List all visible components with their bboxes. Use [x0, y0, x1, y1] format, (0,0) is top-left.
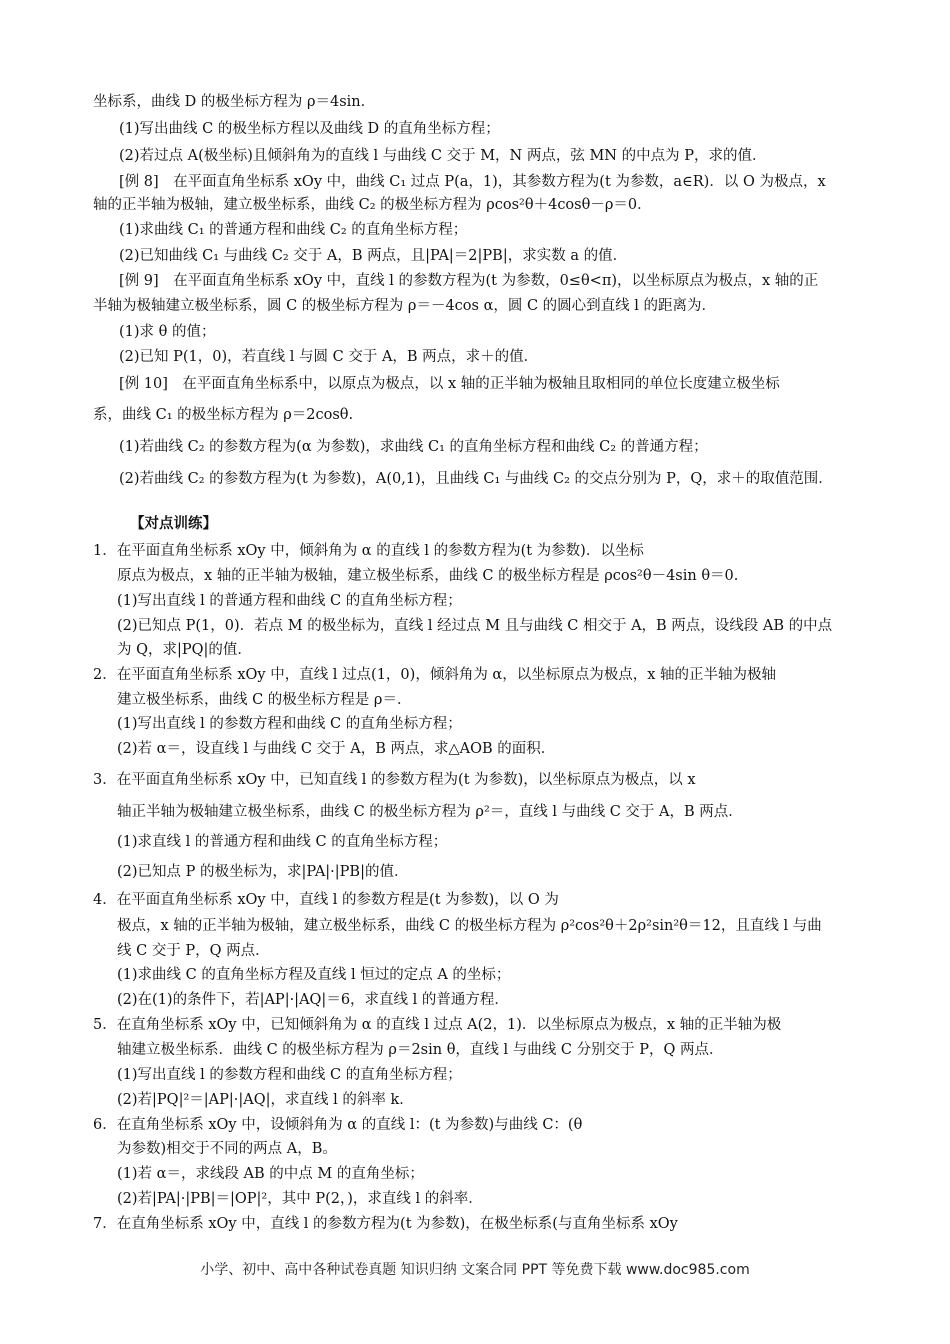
text-line: 轴正半轴为极轴建立极坐标系，曲线 C 的极坐标方程为 ρ²＝，直线 l 与曲线 C 交于 A，B 两点． [117, 804, 743, 820]
text-line: (2)已知 P(1，0)，若直线 l 与圆 C 交于 A，B 两点，求＋的值． [119, 349, 539, 365]
text-line: (1)写出直线 l 的参数方程和曲线 C 的直角坐标方程； [117, 716, 462, 732]
text-line: (2)若 α＝，设直线 l 与曲线 C 交于 A，B 两点，求△AOB 的面积． [117, 741, 556, 757]
exercise-4-line: 4．在平面直角坐标系 xOy 中，直线 l 的参数方程是(t 为参数)，以 O 为 [93, 892, 559, 908]
exercise-5-line: 5．在直角坐标系 xOy 中，已知倾斜角为 α 的直线 l 过点 A(2，1)．以坐标原点为极点，x 轴的正半轴为极 [93, 1017, 782, 1033]
text-line: (2)若曲线 C₂ 的参数方程为(t 为参数)，A(0,1)，且曲线 C₁ 与曲线 C₂ 的交点分别为 P，Q，求＋的取值范围． [119, 471, 833, 487]
exercise-7-line: 7．在直角坐标系 xOy 中，直线 l 的参数方程为(t 为参数)，在极坐标系(与直角坐标系 xOy [93, 1216, 678, 1232]
exercise-2-line: 2．在平面直角坐标系 xOy 中，直线 l 过点(1，0)，倾斜角为 α，以坐标原点为极点，x 轴的正半轴为极轴 [93, 667, 777, 683]
text-line: (1)若 α＝，求线段 AB 的中点 M 的直角坐标； [117, 1166, 424, 1182]
exercise-3-line: 3．在平面直角坐标系 xOy 中，已知直线 l 的参数方程为(t 为参数)，以坐标原点为极点，以 x [93, 772, 696, 788]
text-line: (1)求直线 l 的普通方程和曲线 C 的直角坐标方程； [117, 834, 448, 850]
text-line: (1)若曲线 C₂ 的参数方程为(α 为参数)，求曲线 C₁ 的直角坐标方程和曲线 C₂ 的普通方程； [119, 439, 708, 455]
text-line: (1)写出直线 l 的普通方程和曲线 C 的直角坐标方程； [117, 593, 462, 609]
text-line: 半轴为极轴建立极坐标系，圆 C 的极坐标方程为 ρ＝－4cos α，圆 C 的圆心到直线 l 的距离为． [93, 298, 717, 314]
exercise-6-line: 6．在直角坐标系 xOy 中，设倾斜角为 α 的直线 l：(t 为参数)与曲线 C：(θ [93, 1117, 583, 1133]
text-line: 系，曲线 C₁ 的极坐标方程为 ρ＝2cosθ. [93, 407, 354, 423]
text-line: 极点，x 轴的正半轴为极轴，建立极坐标系，曲线 C 的极坐标方程为 ρ²cos²θ＋2ρ²sin²θ＝12，且直线 l 与曲 [117, 918, 822, 934]
text-line: 轴的正半轴为极轴，建立极坐标系，曲线 C₂ 的极坐标方程为 ρcos²θ＋4cosθ－ρ＝0． [93, 197, 652, 213]
text-line: (1)写出直线 l 的参数方程和曲线 C 的直角坐标方程； [117, 1067, 462, 1083]
text-line: 轴建立极坐标系．曲线 C 的极坐标方程为 ρ＝2sin θ，直线 l 与曲线 C 分别交于 P，Q 两点． [117, 1042, 724, 1058]
text-line: (2)已知点 P(1，0)．若点 M 的极坐标为，直线 l 经过点 M 且与曲线 C 相交于 A，B 两点，设线段 AB 的中点 [117, 618, 833, 634]
example-8-line: [例 8] 在平面直角坐标系 xOy 中，曲线 C₁ 过点 P(a，1)，其参数方程为(t 为参数，a∈R)．以 O 为极点，x [119, 174, 826, 190]
text-line: (1)求 θ 的值； [119, 324, 216, 340]
text-line: (2)在(1)的条件下，若|AP|·|AQ|＝6，求直线 l 的普通方程． [117, 992, 509, 1008]
text-line: (2)若过点 A(极坐标)且倾斜角为的直线 l 与曲线 C 交于 M，N 两点，弦 MN 的中点为 P，求的值． [119, 148, 767, 164]
text-line: 为参数)相交于不同的两点 A，B。 [117, 1141, 337, 1157]
text-line: (1)求曲线 C₁ 的普通方程和曲线 C₂ 的直角坐标方程； [119, 222, 468, 238]
text-line: 建立极坐标系，曲线 C 的极坐标方程是 ρ＝． [117, 692, 412, 708]
text-line: (2)已知曲线 C₁ 与曲线 C₂ 交于 A，B 两点，且|PA|＝2|PB|，求实数 a 的值． [119, 248, 628, 264]
exercise-1-line: 1．在平面直角坐标系 xOy 中，倾斜角为 α 的直线 l 的参数方程为(t 为参数)．以坐标 [93, 543, 644, 559]
text-line: (2)若|PQ|²＝|AP|·|AQ|，求直线 l 的斜率 k． [117, 1092, 414, 1108]
page-footer: 小学、初中、高中各种试卷真题 知识归纳 文案合同 PPT 等免费下载 www.doc985.com [200, 1262, 750, 1278]
example-9-line: [例 9] 在平面直角坐标系 xOy 中，直线 l 的参数方程为(t 为参数，0≤θ<π)，以坐标原点为极点，x 轴的正 [119, 273, 819, 289]
text-line: (2)若|PA|·|PB|＝|OP|²，其中 P(2，)，求直线 l 的斜率． [117, 1191, 483, 1207]
text-line: 线 C 交于 P，Q 两点． [117, 943, 270, 959]
text-line: 坐标系，曲线 D 的极坐标方程为 ρ＝4sin． [93, 94, 376, 110]
text-line: (2)已知点 P 的极坐标为，求|PA|·|PB|的值． [117, 864, 409, 880]
text-line: 原点为极点，x 轴的正半轴为极轴，建立极坐标系，曲线 C 的极坐标方程是 ρcos²θ－4sin θ＝0. [117, 568, 739, 584]
text-line: (1)求曲线 C 的直角坐标方程及直线 l 恒过的定点 A 的坐标； [117, 967, 511, 983]
text-line: (1)写出曲线 C 的极坐标方程以及曲线 D 的直角坐标方程； [119, 121, 500, 137]
section-heading: 【对点训练】 [130, 515, 217, 532]
text-line: 为 Q，求|PQ|的值． [117, 642, 252, 658]
example-10-line: [例 10] 在平面直角坐标系中，以原点为极点，以 x 轴的正半轴为极轴且取相同的单位长度建立极坐标 [119, 376, 780, 392]
